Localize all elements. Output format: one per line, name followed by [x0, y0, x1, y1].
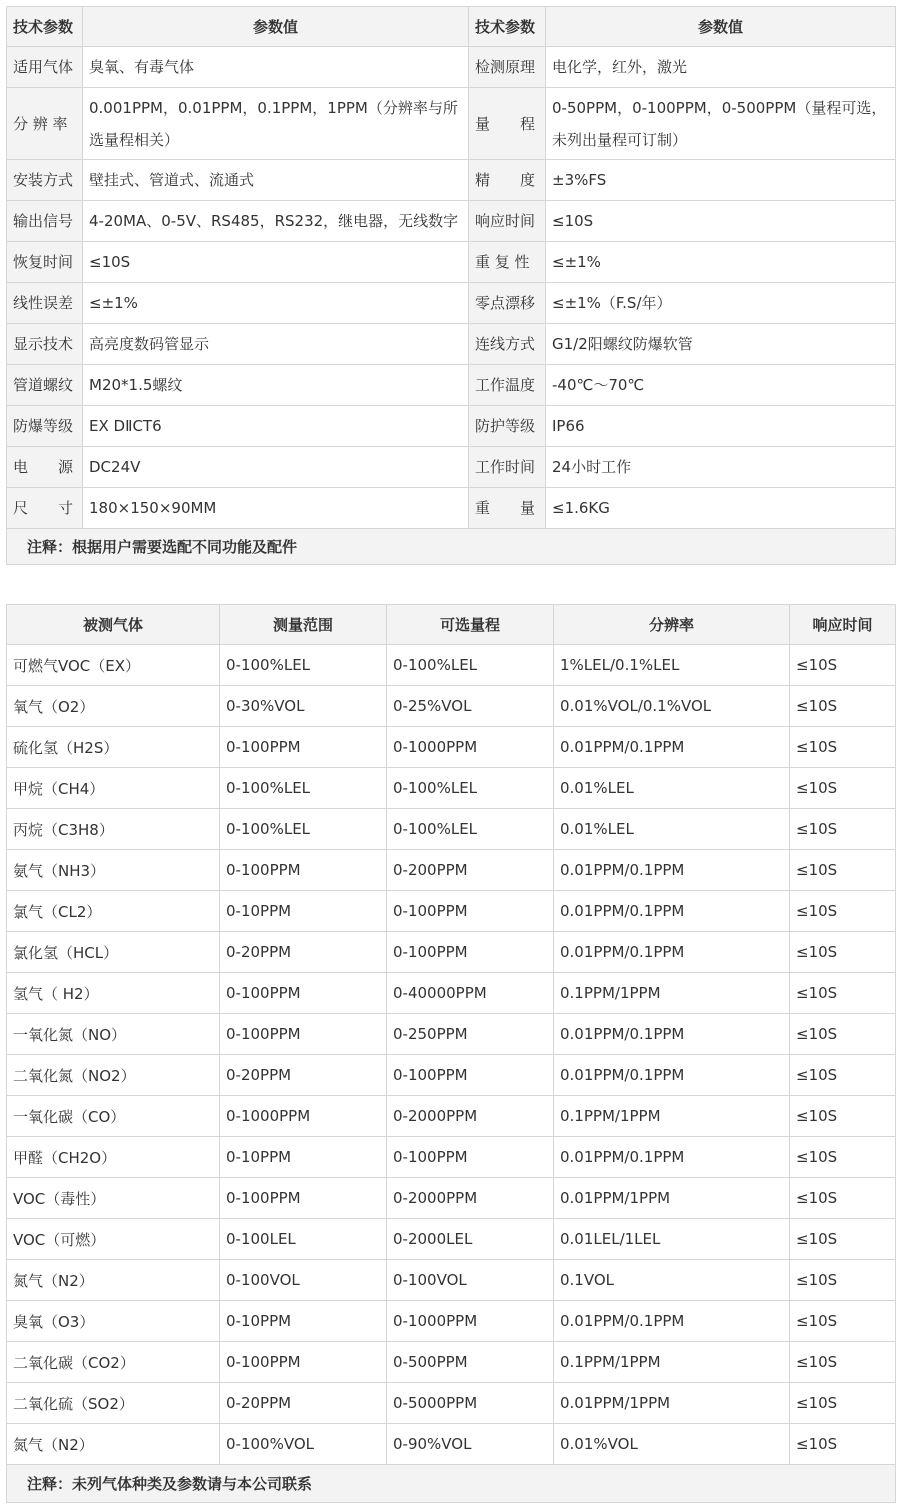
spec-key: 适用气体 — [7, 47, 83, 88]
spec-header-param: 技术参数 — [469, 7, 546, 47]
gas-range-cell: 0-100%LEL — [220, 768, 387, 809]
gas-name-cell: 甲醛（CH2O） — [7, 1137, 220, 1178]
gas-optional-range-cell: 0-100PPM — [387, 932, 554, 973]
gas-resolution-cell: 0.1PPM/1PPM — [554, 1342, 790, 1383]
gas-range-cell: 0-10PPM — [220, 1137, 387, 1178]
gas-response-cell: ≤10S — [790, 1342, 896, 1383]
gas-response-cell: ≤10S — [790, 686, 896, 727]
spec-row — [7, 447, 896, 488]
gas-response-cell: ≤10S — [790, 1260, 896, 1301]
gas-row — [7, 1301, 896, 1342]
gas-row — [7, 768, 896, 809]
spec-key: 连线方式 — [469, 324, 546, 365]
gas-note-row — [7, 1465, 896, 1503]
gas-resolution-cell: 1%LEL/0.1%LEL — [554, 645, 790, 686]
gas-optional-range-cell: 0-25%VOL — [387, 686, 554, 727]
spec-row — [7, 47, 896, 88]
gas-range-cell: 0-100PPM — [220, 1342, 387, 1383]
gas-row — [7, 1055, 896, 1096]
gas-name-cell: 甲烷（CH4） — [7, 768, 220, 809]
spec-body — [7, 47, 896, 529]
spec-value: G1/2阳螺纹防爆软管 — [546, 324, 896, 365]
spec-value: ≤±1% — [83, 283, 469, 324]
spec-value: DC24V — [83, 447, 469, 488]
spec-key: 防爆等级 — [7, 406, 83, 447]
gas-name-cell: 氢气（ H2） — [7, 973, 220, 1014]
spec-row — [7, 160, 896, 201]
spec-value: 电化学，红外，激光 — [546, 47, 896, 88]
gas-optional-range-cell: 0-100%LEL — [387, 809, 554, 850]
gas-row — [7, 1096, 896, 1137]
gas-range-cell: 0-1000PPM — [220, 1096, 387, 1137]
gas-table — [6, 604, 896, 1503]
spec-key: 重 量 — [469, 488, 546, 529]
spec-key: 恢复时间 — [7, 242, 83, 283]
spec-row — [7, 365, 896, 406]
gas-name-cell: 二氧化碳（CO2） — [7, 1342, 220, 1383]
spec-key: 精 度 — [469, 160, 546, 201]
gas-resolution-cell: 0.01PPM/0.1PPM — [554, 1014, 790, 1055]
gas-name-cell: VOC（可燃） — [7, 1219, 220, 1260]
spec-key: 量 程 — [469, 88, 546, 160]
gas-range-cell: 0-20PPM — [220, 1055, 387, 1096]
spec-table — [6, 6, 896, 565]
gas-response-cell: ≤10S — [790, 1014, 896, 1055]
gas-resolution-cell: 0.01PPM/0.1PPM — [554, 932, 790, 973]
gas-row — [7, 1383, 896, 1424]
spec-note: 注释：根据用户需要选配不同功能及配件 — [7, 529, 896, 565]
gas-response-cell: ≤10S — [790, 727, 896, 768]
gas-range-cell: 0-30%VOL — [220, 686, 387, 727]
gas-optional-range-cell: 0-5000PPM — [387, 1383, 554, 1424]
gas-optional-range-cell: 0-100PPM — [387, 891, 554, 932]
gas-optional-range-cell: 0-90%VOL — [387, 1424, 554, 1465]
gas-range-cell: 0-100%VOL — [220, 1424, 387, 1465]
gas-name-cell: 一氧化碳（CO） — [7, 1096, 220, 1137]
spec-key: 输出信号 — [7, 201, 83, 242]
spec-key: 电 源 — [7, 447, 83, 488]
spec-key: 防护等级 — [469, 406, 546, 447]
gas-optional-range-cell: 0-1000PPM — [387, 727, 554, 768]
gas-optional-range-cell: 0-40000PPM — [387, 973, 554, 1014]
gas-row — [7, 809, 896, 850]
spec-key: 管道螺纹 — [7, 365, 83, 406]
gas-header-gas: 被测气体 — [7, 605, 220, 645]
spec-value: ±3%FS — [546, 160, 896, 201]
gas-response-cell: ≤10S — [790, 768, 896, 809]
gas-resolution-cell: 0.01PPM/0.1PPM — [554, 850, 790, 891]
spec-value: 0-50PPM，0-100PPM，0-500PPM（量程可选，未列出量程可订制） — [546, 88, 896, 160]
gas-optional-range-cell: 0-250PPM — [387, 1014, 554, 1055]
spec-value: -40℃～70℃ — [546, 365, 896, 406]
gas-optional-range-cell: 0-100PPM — [387, 1055, 554, 1096]
gas-response-cell: ≤10S — [790, 1137, 896, 1178]
spec-key: 工作温度 — [469, 365, 546, 406]
gas-header-resolution: 分辨率 — [554, 605, 790, 645]
gas-resolution-cell: 0.01PPM/0.1PPM — [554, 727, 790, 768]
spec-row — [7, 201, 896, 242]
gas-resolution-cell: 0.01PPM/0.1PPM — [554, 1137, 790, 1178]
gas-note: 注释：未列气体种类及参数请与本公司联系 — [7, 1465, 896, 1503]
spec-row — [7, 283, 896, 324]
gas-resolution-cell: 0.01PPM/0.1PPM — [554, 891, 790, 932]
gas-header-row — [7, 605, 896, 645]
gas-optional-range-cell: 0-100%LEL — [387, 768, 554, 809]
gas-row — [7, 645, 896, 686]
spec-value: ≤±1% — [546, 242, 896, 283]
gas-resolution-cell: 0.01%VOL — [554, 1424, 790, 1465]
gas-range-cell: 0-100PPM — [220, 850, 387, 891]
gas-resolution-cell: 0.01PPM/0.1PPM — [554, 1301, 790, 1342]
gas-name-cell: 硫化氢（H2S） — [7, 727, 220, 768]
spec-value: ≤1.6KG — [546, 488, 896, 529]
spec-value: ≤10S — [83, 242, 469, 283]
gas-response-cell: ≤10S — [790, 973, 896, 1014]
gas-row — [7, 1260, 896, 1301]
gas-resolution-cell: 0.01%LEL — [554, 809, 790, 850]
gas-response-cell: ≤10S — [790, 645, 896, 686]
gas-name-cell: 可燃气VOC（EX） — [7, 645, 220, 686]
spec-key: 分 辨 率 — [7, 88, 83, 160]
spec-row — [7, 406, 896, 447]
gas-row — [7, 1342, 896, 1383]
gas-row — [7, 973, 896, 1014]
spec-key: 零点漂移 — [469, 283, 546, 324]
spec-row — [7, 242, 896, 283]
gas-name-cell: 臭氧（O3） — [7, 1301, 220, 1342]
gas-name-cell: 氯化氢（HCL） — [7, 932, 220, 973]
spec-value: 壁挂式、管道式、流通式 — [83, 160, 469, 201]
gas-resolution-cell: 0.01LEL/1LEL — [554, 1219, 790, 1260]
gas-range-cell: 0-100%LEL — [220, 645, 387, 686]
gas-optional-range-cell: 0-2000PPM — [387, 1178, 554, 1219]
gas-range-cell: 0-100LEL — [220, 1219, 387, 1260]
gas-name-cell: 一氧化氮（NO） — [7, 1014, 220, 1055]
gas-resolution-cell: 0.01PPM/1PPM — [554, 1383, 790, 1424]
gas-name-cell: 氯气（CL2） — [7, 891, 220, 932]
gas-row — [7, 1014, 896, 1055]
spec-value: 0.001PPM，0.01PPM，0.1PPM，1PPM（分辨率与所选量程相关） — [83, 88, 469, 160]
spec-key: 线性误差 — [7, 283, 83, 324]
spec-key: 重 复 性 — [469, 242, 546, 283]
gas-resolution-cell: 0.01PPM/0.1PPM — [554, 1055, 790, 1096]
spec-key: 响应时间 — [469, 201, 546, 242]
gas-name-cell: 氨气（NH3） — [7, 850, 220, 891]
gas-name-cell: 氮气（N2） — [7, 1260, 220, 1301]
gas-row — [7, 727, 896, 768]
gas-row — [7, 1178, 896, 1219]
spec-value: ≤10S — [546, 201, 896, 242]
gas-response-cell: ≤10S — [790, 1301, 896, 1342]
spec-key: 安装方式 — [7, 160, 83, 201]
gas-optional-range-cell: 0-1000PPM — [387, 1301, 554, 1342]
gas-range-cell: 0-10PPM — [220, 891, 387, 932]
gas-resolution-cell: 0.1PPM/1PPM — [554, 973, 790, 1014]
gas-header-optional-range: 可选量程 — [387, 605, 554, 645]
spec-value: 高亮度数码管显示 — [83, 324, 469, 365]
gas-row — [7, 932, 896, 973]
gas-response-cell: ≤10S — [790, 809, 896, 850]
gas-response-cell: ≤10S — [790, 1383, 896, 1424]
gas-optional-range-cell: 0-500PPM — [387, 1342, 554, 1383]
gas-name-cell: VOC（毒性） — [7, 1178, 220, 1219]
gas-range-cell: 0-100PPM — [220, 1014, 387, 1055]
gas-response-cell: ≤10S — [790, 1178, 896, 1219]
gas-resolution-cell: 0.1VOL — [554, 1260, 790, 1301]
gas-resolution-cell: 0.1PPM/1PPM — [554, 1096, 790, 1137]
gas-range-cell: 0-100PPM — [220, 1178, 387, 1219]
gas-resolution-cell: 0.01PPM/1PPM — [554, 1178, 790, 1219]
gas-row — [7, 1424, 896, 1465]
gas-response-cell: ≤10S — [790, 850, 896, 891]
spec-value: 24小时工作 — [546, 447, 896, 488]
spec-note-row — [7, 529, 896, 565]
spec-header-value: 参数值 — [546, 7, 896, 47]
gas-header-range: 测量范围 — [220, 605, 387, 645]
spec-key: 显示技术 — [7, 324, 83, 365]
spec-value: IP66 — [546, 406, 896, 447]
gas-range-cell: 0-100PPM — [220, 973, 387, 1014]
gas-name-cell: 二氧化硫（SO2） — [7, 1383, 220, 1424]
spec-header-param: 技术参数 — [7, 7, 83, 47]
gas-response-cell: ≤10S — [790, 1424, 896, 1465]
gas-resolution-cell: 0.01%VOL/0.1%VOL — [554, 686, 790, 727]
spec-row — [7, 324, 896, 365]
gas-response-cell: ≤10S — [790, 932, 896, 973]
gas-range-cell: 0-20PPM — [220, 1383, 387, 1424]
spec-value: ≤±1%（F.S/年） — [546, 283, 896, 324]
spec-header-row — [7, 7, 896, 47]
spec-value: M20*1.5螺纹 — [83, 365, 469, 406]
gas-range-cell: 0-100VOL — [220, 1260, 387, 1301]
spec-value: 180×150×90MM — [83, 488, 469, 529]
gas-row — [7, 1219, 896, 1260]
gas-row — [7, 1137, 896, 1178]
spec-key: 尺 寸 — [7, 488, 83, 529]
gas-name-cell: 二氧化氮（NO2） — [7, 1055, 220, 1096]
gas-optional-range-cell: 0-2000LEL — [387, 1219, 554, 1260]
spec-key: 工作时间 — [469, 447, 546, 488]
gas-row — [7, 686, 896, 727]
gas-resolution-cell: 0.01%LEL — [554, 768, 790, 809]
gas-optional-range-cell: 0-2000PPM — [387, 1096, 554, 1137]
gas-name-cell: 氧气（O2） — [7, 686, 220, 727]
gas-optional-range-cell: 0-100%LEL — [387, 645, 554, 686]
spec-row — [7, 88, 896, 160]
gas-response-cell: ≤10S — [790, 891, 896, 932]
gas-range-cell: 0-10PPM — [220, 1301, 387, 1342]
gas-range-cell: 0-20PPM — [220, 932, 387, 973]
spec-key: 检测原理 — [469, 47, 546, 88]
gas-optional-range-cell: 0-100VOL — [387, 1260, 554, 1301]
gas-name-cell: 丙烷（C3H8） — [7, 809, 220, 850]
gas-range-cell: 0-100PPM — [220, 727, 387, 768]
gas-optional-range-cell: 0-100PPM — [387, 1137, 554, 1178]
gas-row — [7, 850, 896, 891]
gas-header-response-time: 响应时间 — [790, 605, 896, 645]
gas-response-cell: ≤10S — [790, 1096, 896, 1137]
spec-value: 臭氧、有毒气体 — [83, 47, 469, 88]
gas-row — [7, 891, 896, 932]
gas-name-cell: 氮气（N2） — [7, 1424, 220, 1465]
spec-value: 4-20MA、0-5V、RS485，RS232，继电器，无线数字 — [83, 201, 469, 242]
spec-header-value: 参数值 — [83, 7, 469, 47]
gas-response-cell: ≤10S — [790, 1219, 896, 1260]
gas-body — [7, 645, 896, 1465]
gas-optional-range-cell: 0-200PPM — [387, 850, 554, 891]
gas-range-cell: 0-100%LEL — [220, 809, 387, 850]
spec-row — [7, 488, 896, 529]
spec-value: EX DⅡCT6 — [83, 406, 469, 447]
gas-response-cell: ≤10S — [790, 1055, 896, 1096]
